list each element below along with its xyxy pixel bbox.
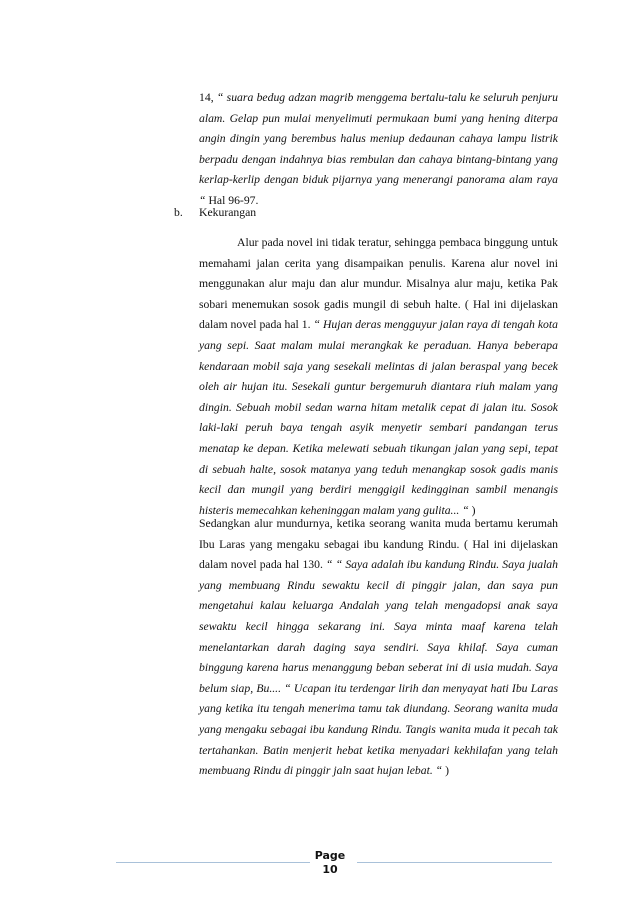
quote-close: ) — [442, 764, 449, 778]
footer-rule-left — [116, 862, 310, 863]
body-text: Sedangkan alur mundurnya, ketika seorang wanita muda bertamu kerumah Ibu Laras yang mengaku sebagai ibu kandung Rindu. ( Hal ini dijelaskan dalam novel pada hal 130. — [199, 517, 558, 572]
quote-italic-text: “ suara bedug adzan magrib menggema bertalu-talu ke seluruh penjuru alam. Gelap pun mulai menyelimuti permukaan bumi yang hening diterpa angin dingin yang berembus halus meniup dedaunan cahaya lampu listrik berpadu dengan indahnya bias rembulan dan cahaya bintang-bintang yang kerlap-kerlip dengan biduk pijarnya yang menerangi panorama alam raya “ — [199, 91, 558, 207]
body-paragraph-alur-mundur — [199, 514, 558, 782]
body-text: Alur pada novel ini tidak teratur, sehingga pembaca binggung untuk memahami jalan cerita yang disampaikan penulis. Karena alur novel ini menggunakan alur maju dan alur mundur. Misalnya alur maju, ketika Pak sobari menemukan sosok gadis mungil di sebuh halte. ( Hal ini dijelaskan dalam novel pada hal 1. — [199, 236, 558, 332]
page-number-label — [300, 849, 360, 877]
section-letter: b. — [174, 206, 183, 219]
page-number: 10 — [322, 863, 338, 876]
footer-rule-right — [357, 862, 552, 863]
section-title: Kekurangan — [199, 206, 257, 219]
quote-lead: 14, — [199, 91, 217, 104]
quote-reference: Hal 96-97. — [205, 193, 259, 207]
quote-close: ) — [468, 503, 476, 517]
quote-paragraph-1 — [199, 88, 558, 212]
quote-italic-text: “ Hujan deras mengguyur jalan raya di tengah kota yang sepi. Saat malam mulai merangkak ke peraduan. Hanya beberapa kendaraan mobil saja yang sesekali melintas di jalan beraspal yang becek oleh air hujan itu. Sesekali guntur bergemuruh diantara riuh malam yang dingin. Sebuah mobil sedan warna hitam metalik cepat di jalan itu. Sosok laki-laki peruh baya tengah asyik menyetir sembari pandangan terus menatap ke depan. Ketika melewati sebuah tikungan jalan yang sepi, tepat di sebuah halte, sosok matanya yang teduh menangkap sosok gadis manis kecil dan mungil yang berdiri menggigil kedingginan sambil menangis histeris memecahkan keheninggan malam yang gulita... “ — [199, 318, 558, 517]
quote-italic-text: “ “ Saya adalah ibu kandung Rindu. Saya jualah yang membuang Rindu sewaktu kecil di pinggir jalan, dan saya pun mengetahui kalau keluarga Andalah yang telah mengadopsi anak saya sewaktu kecil hingga sekarang ini. Saya minta maaf karena telah menelantarkan darah daging saya sendiri. Saya khilaf. Saya cuman binggung karena harus menanggung beban seberat ini di usia mudah. Saya belum siap, Bu.... “ Ucapan itu terdengar lirih dan menyayat hati Ibu Laras yang ketika itu tengah menerima tamu tak diundang. Seorang wanita muda yang mengaku sebagai ibu kandung Rindu. Tangis wanita muda it pecah tak tertahankan. Batin menjerit hebat ketika menyadari kekhilafan yang telah membuang Rindu di pinggir jaln saat hujan lebat. “ — [199, 558, 558, 778]
body-paragraph-alur-maju — [199, 233, 558, 521]
page-word: Page — [314, 849, 346, 862]
